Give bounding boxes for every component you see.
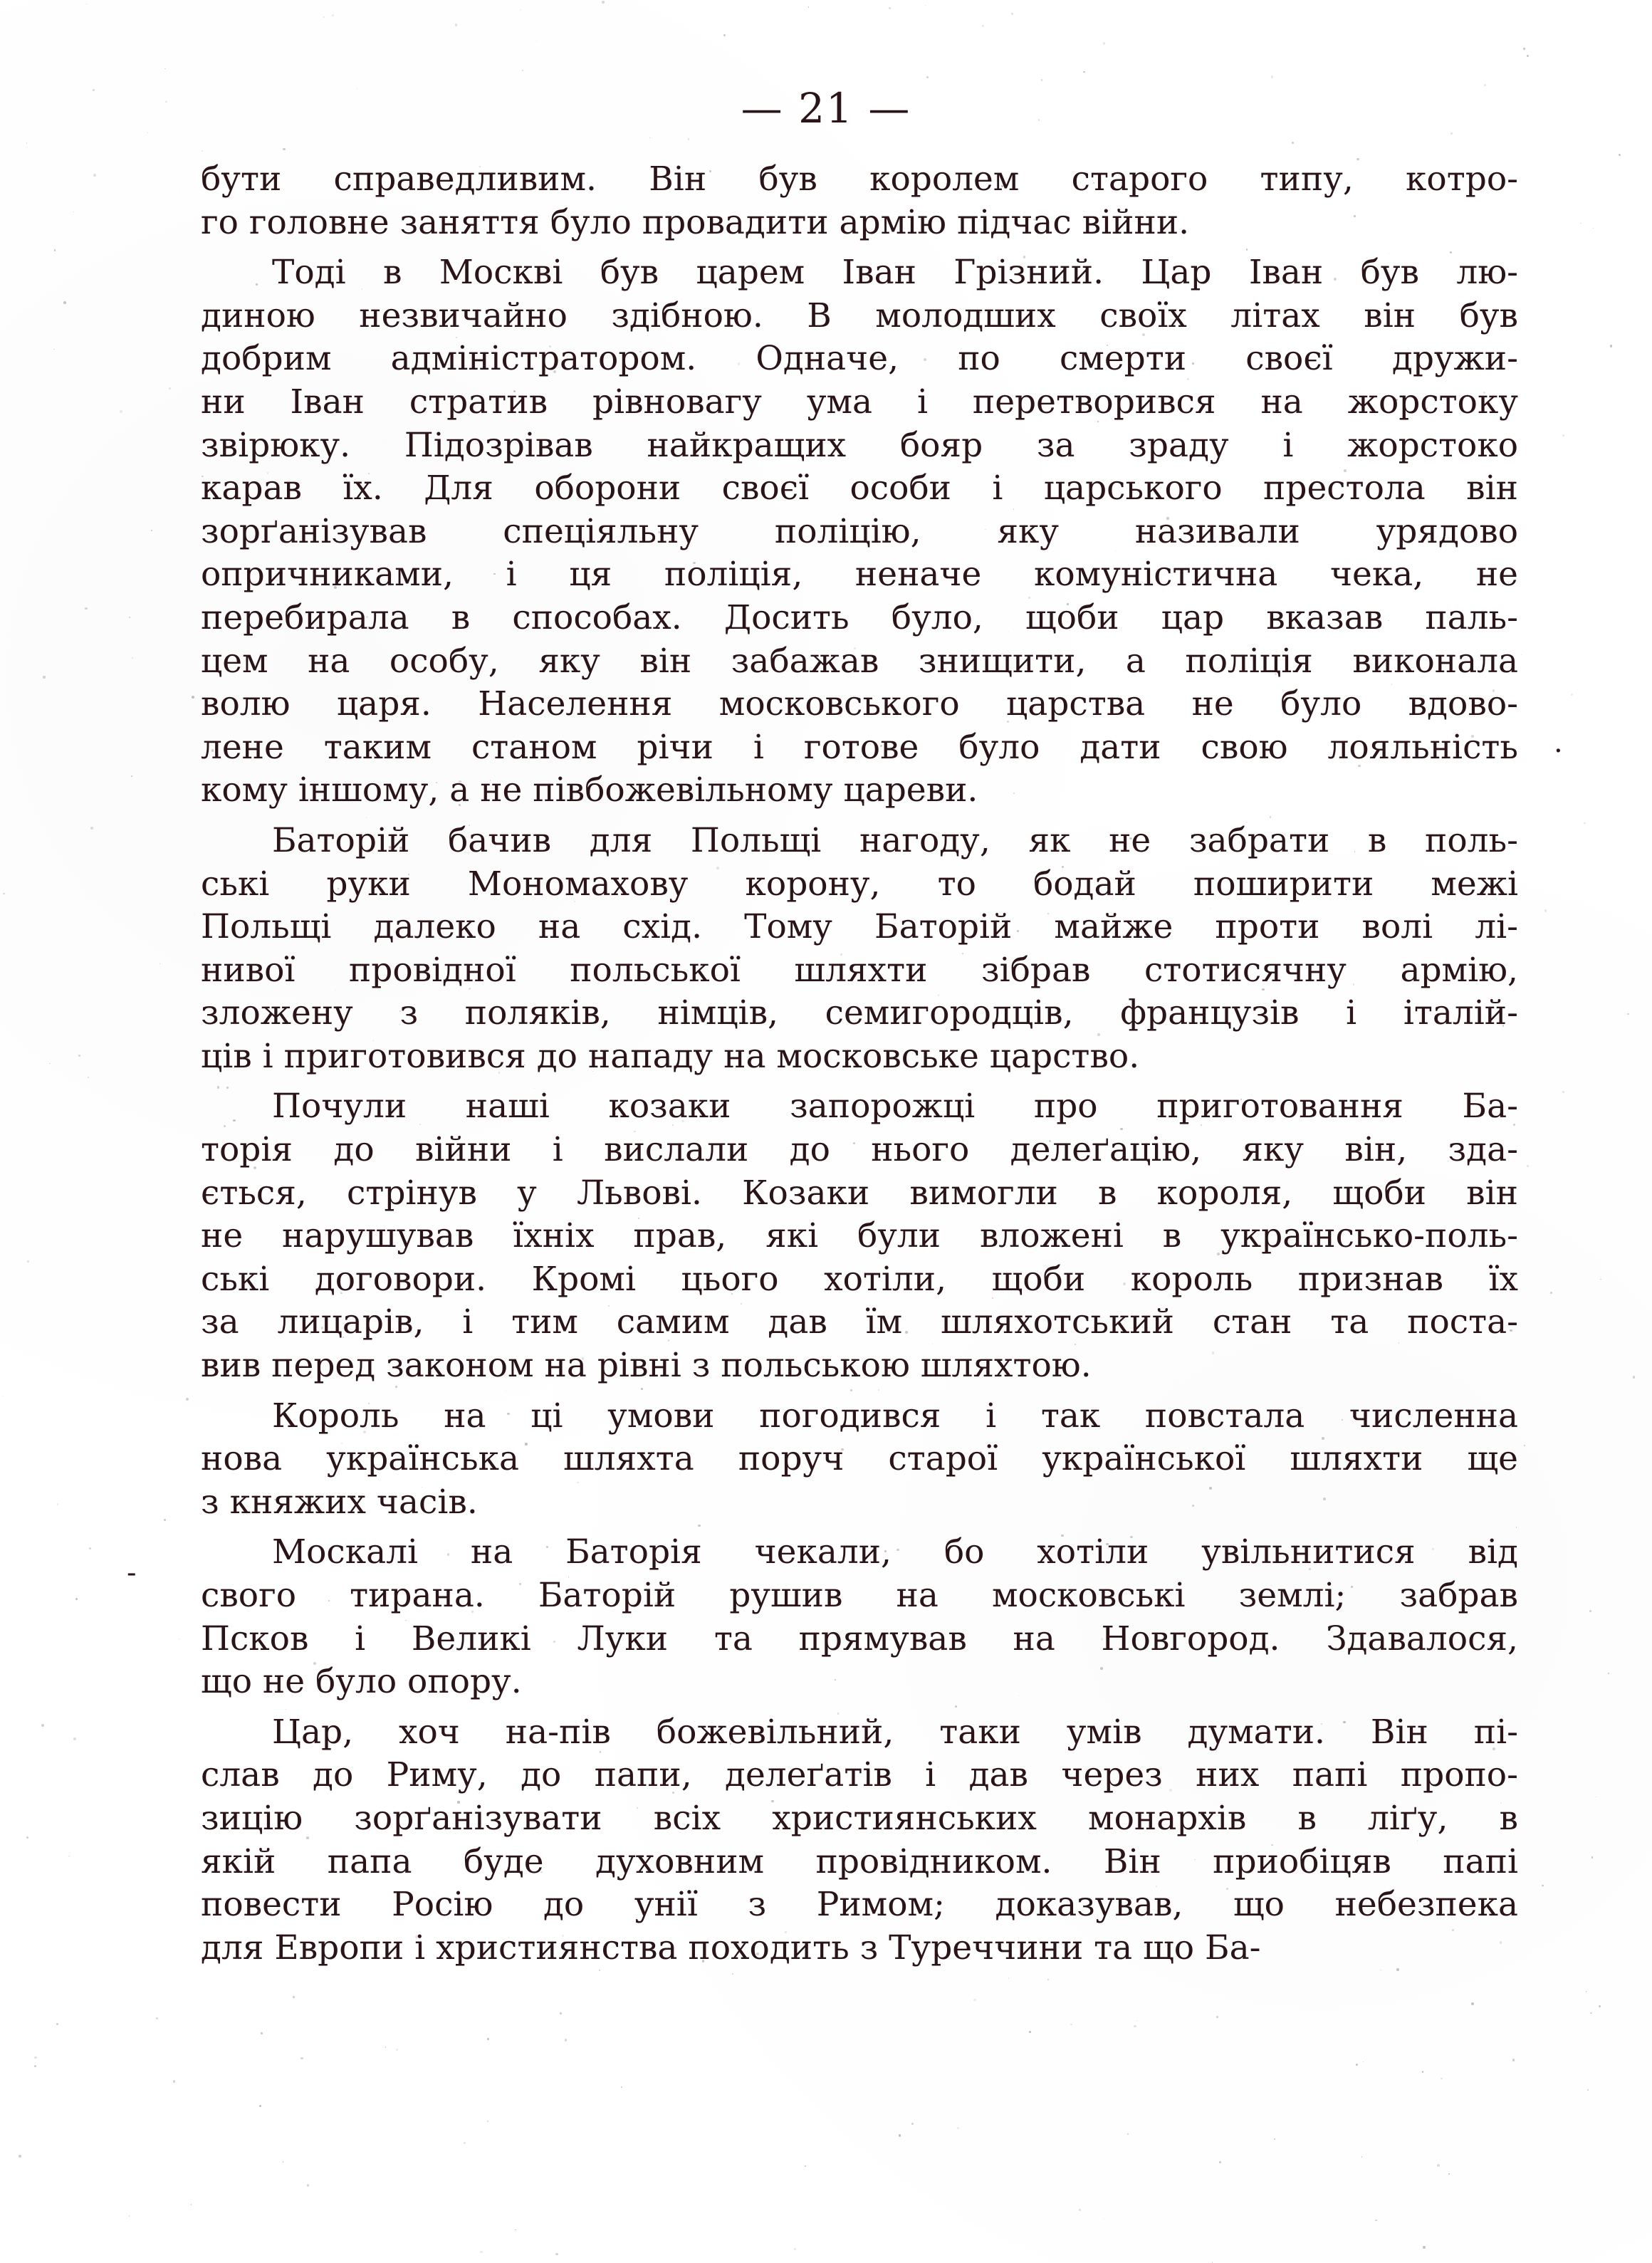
paper-speck [1029, 2031, 1030, 2032]
paper-speck [186, 1398, 189, 1401]
paper-speck [621, 2086, 622, 2088]
paper-speck [1586, 1991, 1587, 1992]
paper-speck [164, 1519, 166, 1521]
paper-speck [1127, 2133, 1129, 2135]
text-line: зицію зорґанізувати всіх християнських монархів в ліґу, в [201, 1798, 1518, 1838]
paper-speck [1422, 2071, 1424, 2073]
paper-speck [73, 211, 74, 212]
text-line: опричниками, і ця поліція, неначе комуністична чека, не [201, 555, 1518, 595]
paper-speck [75, 1598, 78, 1600]
paper-speck [1590, 2012, 1592, 2014]
paper-speck [805, 2165, 806, 2167]
paper-speck [926, 76, 929, 78]
paper-speck [202, 150, 203, 152]
paper-speck [1441, 2078, 1443, 2080]
paper-speck [1271, 75, 1273, 78]
paper-speck [1527, 55, 1529, 57]
paper-speck [1524, 1445, 1525, 1446]
paper-speck [1584, 822, 1585, 824]
paragraph [201, 1711, 1518, 1970]
paper-speck [1562, 434, 1564, 437]
text-line: Король на ці умови погодився і так повстала численна [272, 1396, 1518, 1436]
paper-speck [732, 1973, 734, 1975]
paper-speck [1450, 132, 1453, 135]
paper-speck [73, 1737, 76, 1740]
paper-speck [1274, 2138, 1275, 2140]
text-line: якій папа буде духовним провідником. Він приобіцяв папі [201, 1841, 1518, 1881]
paper-speck [1580, 223, 1582, 224]
text-line: що не було опору. [201, 1662, 522, 1702]
paper-speck [78, 1055, 80, 1056]
paper-speck [169, 387, 171, 390]
paper-speck [1610, 345, 1612, 347]
paper-speck [1593, 228, 1594, 229]
text-line: слав до Риму, до папи, делеґатів і дав через них папі пропо- [201, 1755, 1518, 1795]
paper-speck [1571, 694, 1573, 696]
paper-speck [54, 249, 56, 251]
paper-speck [602, 1, 605, 4]
paper-speck [1587, 2089, 1589, 2091]
paragraph-gap [201, 244, 1518, 251]
text-line: ські договори. Кромі цього хотіли, щоби король признав їх [201, 1259, 1518, 1299]
paper-speck [1600, 1279, 1601, 1280]
paper-speck [63, 301, 66, 304]
text-line: нивої провідної польської шляхти зібрав стотисячну армію, [201, 950, 1518, 990]
paper-speck [1591, 1856, 1593, 1858]
paper-speck [1608, 1673, 1609, 1674]
paper-speck [129, 2215, 130, 2216]
paper-speck [26, 1836, 28, 1839]
text-line: диною незвичайно здібною. В молодших своїх літах він був [201, 296, 1518, 335]
paper-speck [957, 2127, 959, 2129]
paper-speck [173, 2080, 175, 2082]
paper-speck [925, 5, 926, 6]
text-line: Тоді в Москві був царем Іван Грізний. Цар Іван був лю- [272, 253, 1518, 293]
paper-speck [283, 2161, 284, 2163]
text-line: нова українська шляхта поруч старої української шляхти ще [201, 1439, 1518, 1479]
text-line: карав їх. Для оборони своєї особи і царського престола він [201, 469, 1518, 508]
paper-speck [34, 2056, 37, 2059]
paper-speck [723, 34, 726, 36]
text-line: го головне заняття було провадити армію підчас війни. [201, 202, 1190, 242]
paper-speck [1216, 2016, 1218, 2018]
paper-speck [1471, 2002, 1474, 2005]
paper-speck [599, 1970, 600, 1971]
paper-speck [1356, 2064, 1358, 2066]
text-line: Москалі на Баторія чекали, бо хотіли увільнитися від [272, 1532, 1518, 1572]
paper-speck [515, 2230, 516, 2231]
text-line: вив перед законом на рівні з польською шляхтою. [201, 1346, 1092, 1386]
text-line: ські руки Мономахову корону, то бодай поширити межі [201, 864, 1518, 904]
paper-speck [283, 148, 285, 150]
text-line: не нарушував їхніх прав, які були вложені в українсько-поль- [201, 1216, 1518, 1256]
paper-speck [293, 1996, 295, 1998]
paper-speck [396, 2049, 398, 2051]
paper-speck [132, 657, 133, 659]
page-number: — 21 — [741, 84, 911, 132]
paper-speck [41, 1724, 44, 1727]
paper-speck [1527, 1165, 1529, 1167]
paper-speck [1627, 1013, 1629, 1015]
text-line: звірюку. Підозрівав найкращих бояр за зраду і жорстоко [201, 425, 1518, 465]
paragraph [201, 1531, 1518, 1703]
paper-speck [889, 7, 892, 10]
paper-speck [911, 2123, 914, 2125]
paper-speck [1363, 2061, 1364, 2062]
paper-speck [649, 137, 650, 138]
paper-speck [487, 2038, 489, 2040]
paper-speck [1448, 2173, 1449, 2174]
paragraph [201, 820, 1518, 1079]
paper-speck [3, 893, 5, 895]
paper-speck [565, 2039, 568, 2042]
paper-speck [68, 1856, 70, 1857]
text-line: Баторій бачив для Польщі нагоду, як не забрати в поль- [272, 820, 1518, 860]
paper-speck [982, 25, 984, 27]
paper-speck [164, 68, 165, 69]
paper-speck [156, 2017, 158, 2019]
text-line: Псков і Великі Луки та прямував на Новгород. Здавалося, [201, 1619, 1518, 1658]
paper-speck [1070, 2024, 1072, 2026]
paper-speck [688, 138, 689, 140]
paper-speck [147, 132, 148, 133]
paper-speck [899, 2134, 901, 2137]
paper-speck [1083, 71, 1085, 73]
paragraph-gap [201, 1078, 1518, 1085]
paper-speck [1008, 1977, 1009, 1978]
paper-speck [1423, 2246, 1426, 2249]
paper-speck [522, 70, 523, 71]
paper-speck [261, 2032, 262, 2034]
text-line: ється, стрінув у Львові. Козаки вимогли в короля, щоби він [201, 1173, 1518, 1213]
text-line: для Европи і християнства походить з Туреччини та що Ба- [201, 1928, 1261, 1967]
paper-speck [794, 2248, 796, 2250]
margin-dash-mark: - [127, 1557, 137, 1589]
paper-speck [520, 9, 521, 11]
paper-speck [300, 2057, 303, 2059]
paragraph [201, 1085, 1518, 1387]
text-line: лене таким станом річи і готове було дати свою лояльність [201, 727, 1518, 767]
paper-speck [1437, 2164, 1440, 2167]
paper-speck [1523, 48, 1525, 50]
paper-speck [53, 349, 55, 350]
paper-speck [34, 2065, 36, 2067]
paper-speck [555, 2253, 558, 2256]
paper-speck [129, 617, 130, 618]
paper-speck [1103, 42, 1106, 45]
text-line: торія до війни і вислали до нього делеґацію, яку він, зда- [201, 1130, 1518, 1170]
paper-speck [1542, 1885, 1544, 1887]
paper-speck [1079, 2209, 1082, 2212]
paper-speck [151, 530, 152, 531]
text-line: за лицарів, і тим самим дав їм шляхотський стан та поста- [201, 1302, 1518, 1342]
paper-speck [191, 2204, 192, 2205]
text-line: кому іншому, а не півбожевільному цареви. [201, 770, 978, 810]
paper-speck [464, 2142, 466, 2144]
text-line: з княжих часів. [201, 1482, 478, 1522]
text-line: Цар, хоч на-пів божевільний, таки умів думати. Він пі- [272, 1712, 1518, 1752]
paper-speck [560, 2012, 562, 2014]
paragraph [201, 1395, 1518, 1525]
paragraph-gap [201, 1388, 1518, 1395]
text-line: свого тирана. Баторій рушив на московські землі; забрав [201, 1576, 1518, 1615]
paper-speck [27, 1260, 29, 1263]
paper-speck [1633, 1376, 1635, 1378]
paper-speck [19, 2155, 21, 2158]
paragraph-gap [201, 1704, 1518, 1711]
paper-speck [808, 6, 809, 7]
text-line: зорґанізував спеціяльну поліцію, яку називали урядово [201, 511, 1518, 551]
paper-speck [1589, 1610, 1591, 1612]
margin-dot-mark: . [1554, 726, 1563, 759]
text-line: повести Росію до унії з Римом; доказував, що небезпека [201, 1885, 1518, 1925]
text-line: перебирала в способах. Досить було, щоби цар вказав паль- [201, 597, 1518, 637]
text-line: зложену з поляків, німців, семигородців, французів і італій- [201, 993, 1518, 1033]
body-text [201, 158, 1518, 1970]
text-line: добрим адміністратором. Одначе, по смерти своєї дружи- [201, 339, 1518, 379]
paper-speck [1512, 2059, 1515, 2061]
paper-speck [1599, 2005, 1601, 2007]
paper-speck [26, 142, 28, 144]
paper-speck [1619, 154, 1621, 156]
paper-speck [455, 23, 457, 26]
text-line: волю царя. Населення московського царства не було вдово- [201, 684, 1518, 724]
paper-speck [1375, 2220, 1376, 2221]
paper-speck [1136, 2020, 1137, 2021]
paper-speck [90, 827, 93, 830]
paper-speck [192, 696, 194, 699]
paper-speck [1550, 1292, 1552, 1294]
paper-speck [43, 676, 45, 678]
paper-speck [487, 2121, 488, 2122]
paper-speck [93, 174, 96, 177]
paper-speck [973, 1999, 976, 2002]
paragraph [201, 158, 1518, 244]
paper-speck [57, 1503, 58, 1505]
paper-speck [1219, 2161, 1221, 2163]
paper-speck [323, 16, 325, 18]
paper-speck [1521, 654, 1522, 655]
paper-speck [1562, 1091, 1564, 1093]
text-line: ців і приготовився до нападу на московське царство. [201, 1036, 1140, 1076]
paper-speck [49, 1063, 51, 1065]
paper-speck [89, 1547, 91, 1549]
text-line: ни Іван стратив рівновагу ума і перетворився на жорстоку [201, 382, 1518, 422]
paragraph [201, 251, 1518, 812]
paper-speck [1292, 142, 1294, 144]
paragraph-gap [201, 1524, 1518, 1531]
text-line: Польщі далеко на схід. Тому Баторій майже проти волі лі- [201, 907, 1518, 947]
paper-speck [1361, 2156, 1363, 2158]
paper-speck [1047, 1979, 1049, 1980]
paper-speck [307, 2184, 309, 2186]
paper-speck [259, 2105, 261, 2107]
paragraph-gap [201, 812, 1518, 820]
paper-speck [120, 410, 122, 413]
text-line: цем на особу, яку він забажав знищити, а поліція виконала [201, 641, 1518, 681]
paper-speck [1011, 13, 1013, 15]
paper-speck [131, 775, 132, 777]
paper-speck [56, 2023, 58, 2025]
text-line: Почули наші козаки запорожці про приготовання Ба- [272, 1087, 1518, 1127]
text-line: бути справедливим. Він був королем старого типу, котро- [201, 160, 1518, 199]
paper-speck [1134, 2025, 1136, 2028]
paper-speck [85, 607, 88, 610]
paper-speck [385, 2047, 387, 2048]
paper-speck [1041, 79, 1043, 81]
paper-speck [480, 2251, 483, 2254]
paper-speck [332, 14, 334, 16]
paper-speck [1544, 909, 1547, 912]
